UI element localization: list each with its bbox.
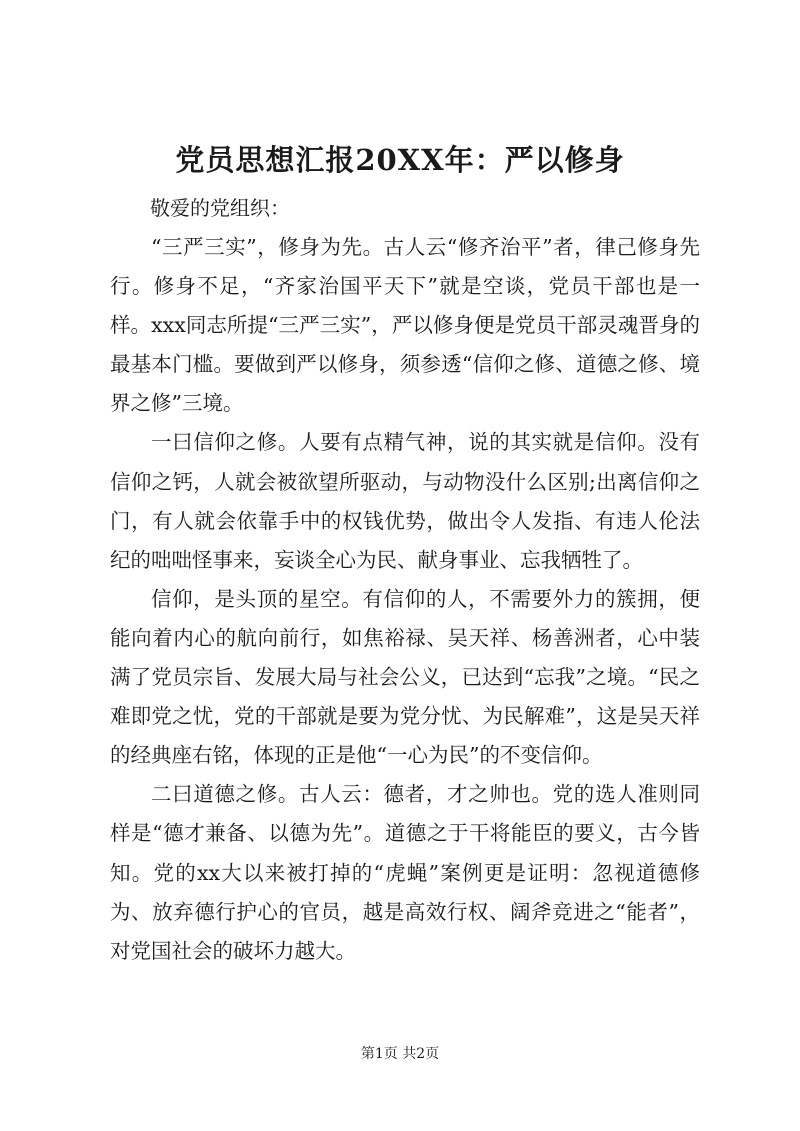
paragraph: “三严三实”，修身为先。古人云“修齐治平”者，律己修身先行。修身不足，“齐家治国平天下”就是空谈，党员干部也是一样。xxx同志所提“三严三实”，严以修身便是党员干部灵魂晋身的最基本门槛。要做到严以修身，须参透“信仰之修、道德之修、境界之修”三境。	[110, 235, 700, 416]
page-number-footer: 第1页 共2页	[360, 1046, 440, 1062]
paragraph: 信仰，是头顶的星空。有信仰的人，不需要外力的簇拥，便能向着内心的航向前行，如焦裕禄、吴天祥、杨善洲者，心中装满了党员宗旨、发展大局与社会公义，已达到“忘我”之境。“民之难即党之忧，党的干部就是要为党分忧、为民解难”，这是吴天祥的经典座右铭，体现的正是他“一心为民”的不变信仰。	[110, 586, 700, 768]
salutation: 敬爱的党组织：	[150, 196, 290, 220]
paragraph: 一曰信仰之修。人要有点精气神，说的其实就是信仰。没有信仰之钙，人就会被欲望所驱动，与动物没什么区别;出离信仰之门，有人就会依靠手中的权钱优势，做出令人发指、有违人伦法纪的咄咄怪事来，妄谈全心为民、献身事业、忘我牺牲了。	[110, 430, 700, 572]
document-title: 党员思想汇报20XX年：严以修身	[175, 143, 625, 177]
document-body	[110, 228, 700, 971]
paragraph: 二曰道德之修。古人云：德者，才之帅也。党的选人准则同样是“德才兼备、以德为先”。道德之于干将能臣的要义，古今皆知。党的xx大以来被打掉的“虎蝇”案例更是证明：忽视道德修为、放弃德行护心的官员，越是高效行权、阔斧竞进之“能者”，对党国社会的破坏力越大。	[110, 782, 700, 963]
